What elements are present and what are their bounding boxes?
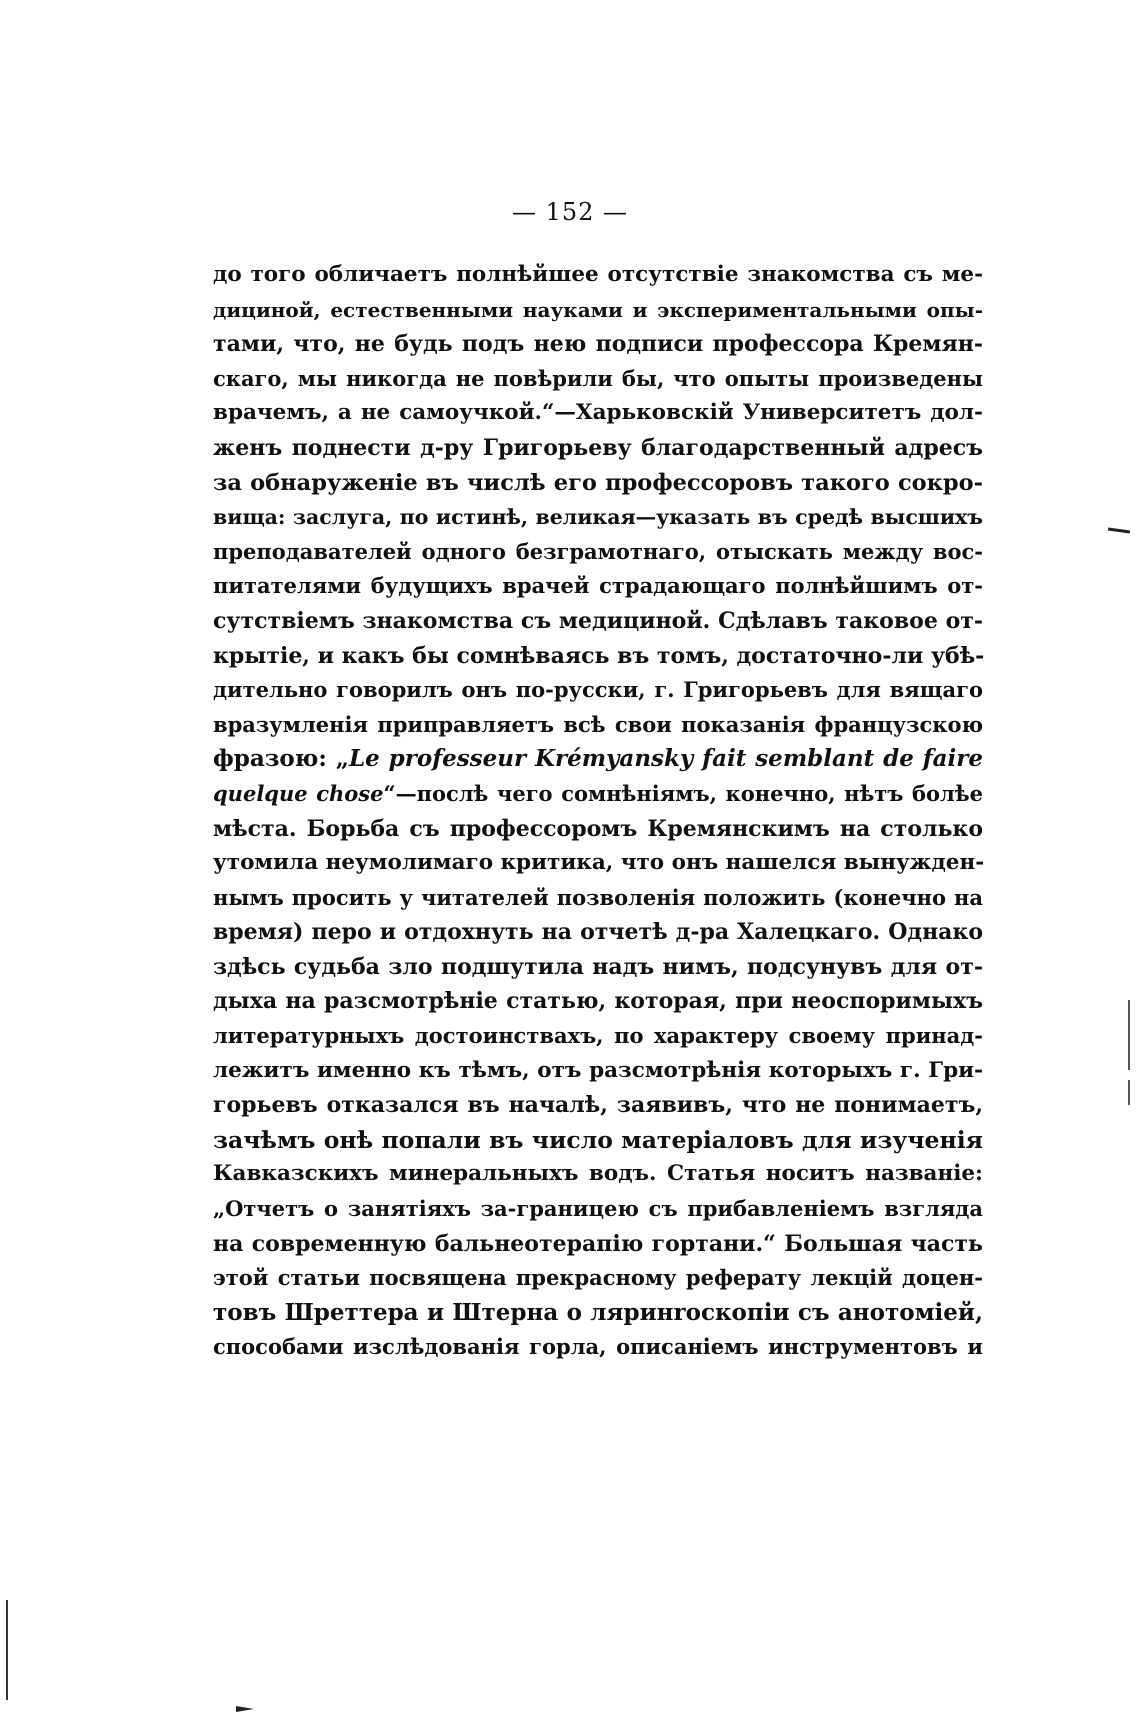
text-run: дыха на разсмотрѣніе статью, которая, при неоспоримыхъ	[213, 988, 983, 1015]
text-line	[213, 396, 983, 431]
scan-mark	[1128, 1000, 1130, 1070]
text-run: дициной, естественными науками и экспериментальными опы-	[213, 297, 983, 322]
text-run: женъ поднести д-ру Григорьеву благодарственный адресъ	[213, 434, 983, 461]
text-line	[213, 431, 983, 466]
text-run: лежитъ именно къ тѣмъ, отъ разсмотрѣнія которыхъ г. Гри-	[213, 1057, 983, 1083]
scan-mark	[1108, 527, 1130, 533]
text-run: вища: заслуга, по истинѣ, великая—указать въ средѣ высшихъ	[213, 505, 983, 530]
text-line	[213, 1192, 983, 1227]
text-run: способами изслѣдованія горла, описаніемъ инструментовъ и	[213, 1334, 983, 1360]
italic-phrase: quelque chose	[213, 780, 384, 806]
text-run: сутствіемъ знакомства съ медициной. Сдѣлавъ таковое от-	[213, 607, 983, 634]
italic-phrase: Le professeur Krémyansky fait semblant de faire	[348, 745, 984, 773]
text-run: врачемъ, а не самоучкой.“—Харьковскій Университетъ дол-	[213, 400, 983, 426]
text-run: фразою: „	[213, 745, 349, 773]
text-line	[213, 708, 983, 743]
text-run: вразумленія приправляетъ всѣ свои показанія французскою	[213, 711, 983, 737]
text-run: дительно говорилъ онъ по-русски, г. Григорьевъ для вящаго	[213, 677, 983, 703]
text-run: тами, что, не будь подъ нею подписи профессора Кремян-	[213, 331, 983, 358]
text-line	[213, 742, 983, 777]
text-line	[213, 812, 983, 847]
text-run: утомила неумолимаго критика, что онъ нашелся вынужден-	[213, 850, 985, 876]
text-line	[213, 466, 983, 501]
text-line	[213, 1123, 983, 1158]
text-line	[213, 1296, 983, 1331]
text-run: мѣста. Борьба съ профессоромъ Кремянскимъ на столько	[213, 815, 983, 842]
text-line	[213, 1227, 983, 1262]
text-run: на современную бальнеотерапію гортани.“ Большая часть	[213, 1230, 983, 1257]
text-line	[213, 950, 983, 985]
text-line	[213, 604, 983, 639]
text-line	[213, 293, 983, 328]
text-run: нымъ просить у читателей позволенія положить (конечно на	[213, 884, 983, 910]
text-line	[213, 1261, 983, 1296]
text-line	[213, 639, 983, 674]
text-line	[213, 1019, 983, 1054]
text-line	[213, 1157, 983, 1192]
text-run: питателями будущихъ врачей страдающаго полнѣйшимъ от-	[213, 573, 983, 599]
body-text	[213, 258, 983, 1365]
text-run: товъ Шреттера и Штерна о ляринrоскопіи съ анотоміей,	[213, 1298, 983, 1326]
text-run: время) перо и отдохнуть на отчетѣ д-ра Халецкаго. Однако	[213, 919, 983, 946]
text-run: “—послѣ чего сомнѣніямъ, конечно, нѣтъ болѣе	[383, 780, 983, 806]
text-line	[213, 1330, 983, 1365]
text-line	[213, 258, 983, 293]
scan-mark	[236, 1706, 254, 1712]
text-line	[213, 1088, 983, 1123]
text-line	[213, 327, 983, 362]
text-run: зачѣмъ онѣ попали въ число матеріаловъ для изученія	[213, 1125, 983, 1154]
text-line	[213, 777, 983, 812]
text-line	[213, 535, 983, 570]
text-run: „Отчетъ о занятіяхъ за-границею съ прибавленіемъ взгляда	[213, 1196, 983, 1222]
text-line	[213, 881, 983, 916]
text-line	[213, 673, 983, 708]
text-run: до того обличаетъ полнѣйшее отсутствіе знакомства съ ме-	[213, 262, 983, 287]
text-line	[213, 984, 983, 1019]
text-line	[213, 362, 983, 397]
text-run: этой статьи посвящена прекрасному реферату лекцій доцен-	[213, 1265, 983, 1291]
text-run: здѣсь судьба зло подшутила надъ нимъ, подсунувъ для от-	[213, 953, 983, 980]
scan-mark	[6, 1600, 8, 1700]
text-run: за обнаруженіе въ числѣ его профессоровъ такого сокро-	[213, 469, 983, 496]
text-line	[213, 569, 983, 604]
text-line	[213, 500, 983, 535]
page-number: — 152 —	[511, 198, 629, 226]
text-run: преподавателей одного безграмотнаго, отыскать между вос-	[213, 538, 983, 564]
text-line	[213, 1054, 983, 1089]
scan-mark	[1128, 1080, 1130, 1105]
text-line	[213, 915, 983, 950]
text-run: литературныхъ достоинствахъ, по характеру своему принад-	[213, 1023, 983, 1049]
text-line	[213, 846, 983, 881]
text-run: крытіе, и какъ бы сомнѣваясь въ томъ, достаточно-ли убѣ-	[213, 642, 985, 669]
text-run: скаго, мы никогда не повѣрили бы, что опыты произведены	[213, 365, 983, 391]
text-run: Кавказскихъ минеральныхъ водъ. Статья носитъ названіе:	[213, 1161, 983, 1187]
text-run: горьевъ отказался въ началѣ, заявивъ, что не понимаетъ,	[213, 1092, 983, 1119]
